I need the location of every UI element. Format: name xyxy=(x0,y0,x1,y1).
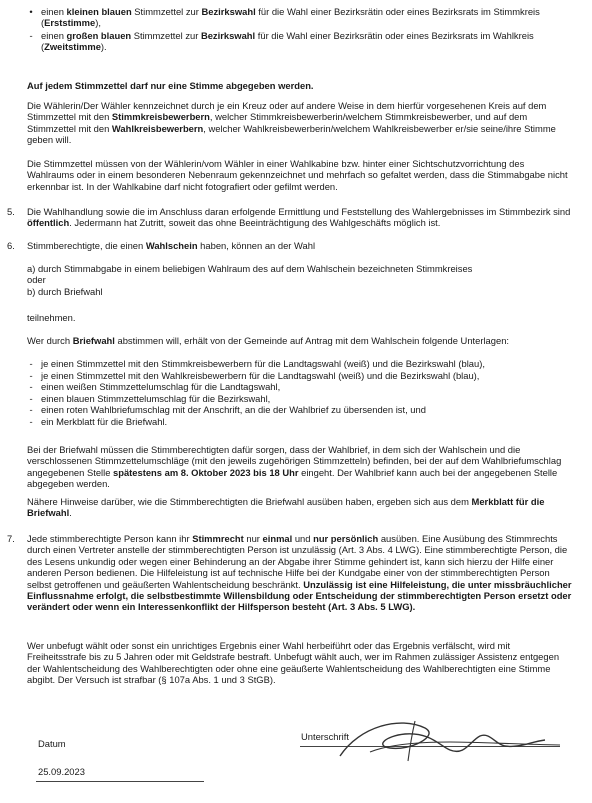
bullet-icon: - xyxy=(29,369,33,381)
list-item: - einen blauen Stimmzettelumschlag für die Bezirkswahl, xyxy=(27,393,572,404)
teilnehmen-text: teilnehmen. xyxy=(27,312,76,323)
bullet-icon: - xyxy=(29,404,33,416)
date-value: 25.09.2023 xyxy=(38,766,85,777)
bullet-icon: - xyxy=(29,29,33,41)
list-item: - je einen Stimmzettel mit den Wahlkreisbewerbern für die Landtagswahl (weiß) und die Bezirkswahl (blau), xyxy=(27,370,572,381)
folding-paragraph: Die Stimmzettel müssen von der Wählerin/vom Wähler in einer Wahlkabine bzw. hinter einer Sichtschutzvorrichtung des Wahlraums oder in einem besonderen Nebenraum gekennzeichnet und mehrfach so gefaltet werden, dass die Stimmabgabe nicht erkennbar ist. In der Wahlkabine darf nicht fotografiert oder gefilmt werden. xyxy=(27,158,568,192)
one-vote-heading: Auf jedem Stimmzettel darf nur eine Stimme abgegeben werden. xyxy=(27,80,314,91)
list-item: - einen roten Wahlbriefumschlag mit der Anschrift, an die der Wahlbrief zu übersenden ist, und xyxy=(27,404,572,415)
unterschrift-label: Unterschrift xyxy=(301,731,349,742)
bullet-icon: - xyxy=(29,358,33,369)
bullet-icon: - xyxy=(29,415,33,427)
briefwahl-documents-list xyxy=(27,358,572,428)
item-number: 7. xyxy=(7,533,15,544)
datum-label: Datum xyxy=(38,738,66,749)
option-oder: oder xyxy=(27,274,46,285)
item6-intro: Stimmberechtigte, die einen Wahlschein haben, können an der Wahl xyxy=(27,240,316,251)
bullet-icon: • xyxy=(29,6,33,17)
option-a: a) durch Stimmabgabe in einem beliebigen Wahlraum des auf dem Wahlschein bezeichneten Stimmkreises xyxy=(27,263,473,274)
handwritten-signature xyxy=(330,706,570,776)
bullet-icon: - xyxy=(29,392,33,404)
penalty-paragraph: Wer unbefugt wählt oder sonst ein unrichtiges Ergebnis einer Wahl herbeiführt oder das Ergebnis verfälscht, wird mit Freiheitsstrafe bis zu 5 Jahren oder mit Geldstrafe bestraft. Unbefugt wählt auch, wer im Rahmen zulässiger Assistenz entgegen der Wahlentscheidung des Wahlberechtigten oder ohne eine geäußerte Wahlentscheidung des Wahlberechtigten eine Stimme abgibt. Der Versuch ist strafbar (§ 107a Abs. 1 und 3 StGB). xyxy=(27,640,560,686)
briefwahl-intro: Wer durch Briefwahl abstimmen will, erhält von der Gemeinde auf Antrag mit dem Wahlschein folgende Unterlagen: xyxy=(27,335,510,346)
deadline-paragraph: Bei der Briefwahl müssen die Stimmberechtigten dafür sorgen, dass der Wahlbrief, in dem sich der Wahlschein und die verschlossenen Stimmzettelumschläge (mit den jeweils zugehörigen Stimmzetteln) befinden, bei der auf dem Wahlbriefumschlag angegebenen Stelle spätestens am 8. Oktober 2023 bis 18 Uhr eingeht. Der Wahlbrief kann auch bei der angegebenen Stelle abgegeben werden. xyxy=(27,444,562,490)
list-item: - je einen Stimmzettel mit den Stimmkreisbewerbern für die Landtagswahl (weiß) und die Bezirkswahl (blau), xyxy=(27,358,572,369)
list-item: • einen kleinen blauen Stimmzettel zur Bezirkswahl für die Wahl einer Bezirksrätin oder eines Bezirksrats im Stimmkreis (Erststimme), xyxy=(27,6,572,29)
item-number: 5. xyxy=(7,206,15,217)
list-item: - einen weißen Stimmzettelumschlag für die Landtagswahl, xyxy=(27,381,572,392)
marking-paragraph: Die Wählerin/Der Wähler kennzeichnet durch je ein Kreuz oder auf andere Weise in dem hierfür vorgesehenen Kreis auf dem Stimmzettel mit den Stimmkreisbewerbern, welcher Stimmkreisbewerberin/welchem Stimmkreisbewerber, und auf dem Stimmzettel mit den Wahlkreisbewerbern, welcher Wahlkreisbewerberin/welchem Wahlkreisbewerber er/sie seine/ihre Stimme geben will. xyxy=(27,100,556,146)
briefwahl-hint-paragraph: Nähere Hinweise darüber, wie die Stimmberechtigten die Briefwahl ausüben haben, ergeben sich aus dem Merkblatt für die Briefwahl. xyxy=(27,496,545,519)
bullet-icon: - xyxy=(29,381,33,393)
item7-paragraph: Jede stimmberechtigte Person kann ihr Stimmrecht nur einmal und nur persönlich ausüben. Eine Ausübung des Stimmrechts durch einen Vertreter anstelle der stimmberechtigten Person ist unzulässig (Art. 3 Abs. 4 LWG). Eine stimmberechtigte Person, die des Lesens unkundig oder wegen einer Behinderung an der Abgabe ihrer Stimme gehindert ist, kann sich hierzu der Hilfe einer anderen Person bedienen. Die Hilfeleistung ist auf technische Hilfe bei der Kundgabe einer von der stimmberechtigten Person selbst getroffenen und geäußerten Wahlentscheidung beschränkt. Unzulässig ist eine Hilfeleistung, die unter missbräuchlicher Einflussnahme erfolgt, die selbstbestimmte Willensbildung oder Entscheidung der stimmberechtigten Person ersetzt oder verändert oder wenn ein Interessenkonflikt der Hilfsperson besteht (Art. 3 Abs. 5 LWG). xyxy=(27,533,572,613)
list-item: - einen großen blauen Stimmzettel zur Bezirkswahl für die Wahl einer Bezirksrätin oder eines Bezirksrats im Wahlkreis (Zweitstimme). xyxy=(27,30,572,53)
item-number: 6. xyxy=(7,240,15,251)
list-item: - ein Merkblatt für die Briefwahl. xyxy=(27,416,572,427)
option-b: b) durch Briefwahl xyxy=(27,286,103,297)
intro-bullet-list xyxy=(27,6,572,54)
date-line xyxy=(36,781,204,782)
item5-paragraph: Die Wahlhandlung sowie die im Anschluss daran erfolgende Ermittlung und Feststellung des Wahlergebnisses im Stimmbezirk sind öffentlich. Jedermann hat Zutritt, soweit das ohne Beeinträchtigung des Wahlgeschäfts möglich ist. xyxy=(27,206,571,229)
